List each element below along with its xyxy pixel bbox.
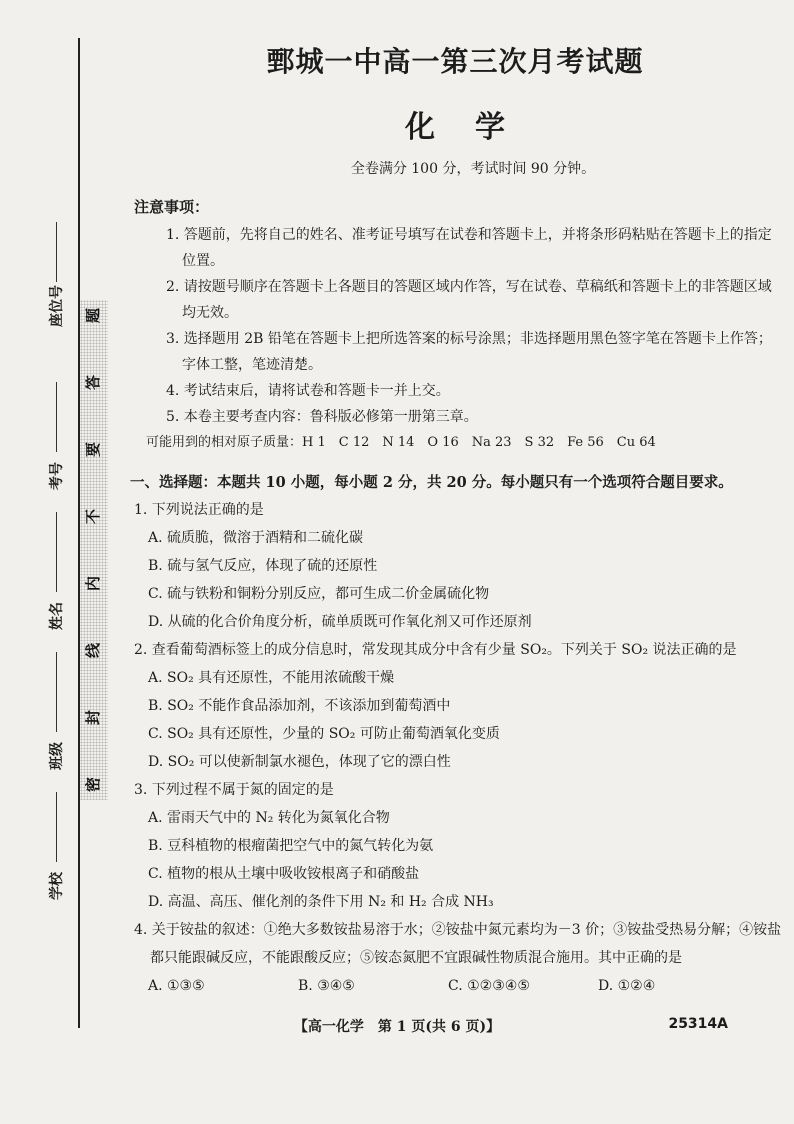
answer-option: C. SO₂ 具有还原性，少量的 SO₂ 可防止葡萄酒氧化变质 <box>148 726 500 742</box>
page-footer <box>0 1016 794 1040</box>
binding-margin <box>0 0 112 1124</box>
notice-item: 3. 选择题用 2B 铅笔在答题卡上把所选答案的标号涂黑；非选择题用黑色签字笔在答题卡上作答；字体工整，笔迹清楚。 <box>166 331 772 373</box>
answer-option: B. 豆科植物的根瘤菌把空气中的氮气转化为氨 <box>148 838 434 854</box>
exam-number-label: 考号 <box>49 462 65 490</box>
answer-option: A. ①③⑤ <box>148 978 205 994</box>
answer-option: C. 植物的根从土壤中吸收铵根离子和硝酸盐 <box>148 866 420 882</box>
answer-option: D. ①②④ <box>598 978 656 994</box>
question-stem: 1. 下列说法正确的是 <box>134 502 264 518</box>
seal-warning-band <box>80 300 108 800</box>
page-number-label: 【高一化学 第 1 页(共 6 页)】 <box>293 1019 501 1035</box>
exam-number-field[interactable] <box>38 382 74 500</box>
answer-option: A. 雷雨天气中的 N₂ 转化为氮氧化合物 <box>148 810 390 826</box>
question-stem: 2. 查看葡萄酒标签上的成分信息时，常发现其成分中含有少量 SO₂。下列关于 SO₂ 说法正确的是 <box>134 642 737 658</box>
seal-warning-char: 题 <box>84 307 103 324</box>
exam-title: 鄄城一中高一第三次月考试题 <box>266 45 644 78</box>
notice-item: 4. 考试结束后，请将试卷和答题卡一并上交。 <box>166 383 450 399</box>
atomic-masses: 可能用到的相对原子质量：H 1 C 12 N 14 O 16 Na 23 S 32 Fe 56 Cu 64 <box>146 435 656 450</box>
answer-option: B. 硫与氢气反应，体现了硫的还原性 <box>148 558 378 574</box>
answer-option: C. 硫与铁粉和铜粉分别反应，都可生成二价金属硫化物 <box>148 586 490 602</box>
answer-option: A. SO₂ 具有还原性，不能用浓硫酸干燥 <box>148 670 395 686</box>
name-field[interactable] <box>38 512 74 640</box>
student-info-fields <box>38 222 74 902</box>
seal-warning-char: 线 <box>84 642 103 659</box>
notice-list <box>130 222 780 430</box>
seal-warning-char: 内 <box>84 575 103 592</box>
seal-warning-char: 答 <box>84 374 103 391</box>
question-2 <box>130 636 780 776</box>
school-label: 学校 <box>49 872 65 900</box>
score-note: 全卷满分 100 分，考试时间 90 分钟。 <box>350 161 596 177</box>
answer-option: A. 硫质脆，微溶于酒精和二硫化碳 <box>148 530 364 546</box>
question-stem: 4. 关于铵盐的叙述：①绝大多数铵盐易溶于水；②铵盐中氮元素均为－3 价；③铵盐受热易分解；④铵盐都只能跟碱反应，不能跟酸反应；⑤铵态氮肥不宜跟碱性物质混合施用。其中正确的是 <box>134 922 782 966</box>
seat-number-field[interactable] <box>38 222 74 330</box>
question-3 <box>130 776 780 916</box>
exam-code: 25314A <box>668 1016 728 1032</box>
seal-warning-char: 密 <box>84 776 103 793</box>
answer-option: C. ①②③④⑤ <box>448 978 530 994</box>
notice-heading: 注意事项： <box>134 198 210 216</box>
answer-option: D. 高温、高压、催化剂的条件下用 N₂ 和 H₂ 合成 NH₃ <box>148 894 494 910</box>
answer-option: B. ③④⑤ <box>298 978 355 994</box>
question-1 <box>130 496 780 636</box>
seal-warning-char: 要 <box>84 441 103 458</box>
school-field[interactable] <box>38 792 74 910</box>
name-label: 姓名 <box>49 602 65 630</box>
seat-number-label: 座位号 <box>49 285 65 327</box>
notice-item: 1. 答题前，先将自己的姓名、准考证号填写在试卷和答题卡上，并将条形码粘贴在答题卡上的指定位置。 <box>166 227 772 269</box>
answer-options-row <box>130 972 780 1000</box>
notice-item: 5. 本卷主要考查内容：鲁科版必修第一册第三章。 <box>166 409 478 425</box>
notice-item: 2. 请按题号顺序在答题卡上各题目的答题区域内作答，写在试卷、草稿纸和答题卡上的非答题区域均无效。 <box>166 279 772 321</box>
answer-option: D. 从硫的化合价角度分析，硫单质既可作氧化剂又可作还原剂 <box>148 614 532 630</box>
question-stem: 3. 下列过程不属于氮的固定的是 <box>134 782 334 798</box>
class-label: 班级 <box>49 742 65 770</box>
answer-option: B. SO₂ 不能作食品添加剂，不该添加到葡萄酒中 <box>148 698 451 714</box>
class-field[interactable] <box>38 652 74 780</box>
seal-warning-char: 不 <box>84 508 103 525</box>
section-heading: 一、选择题：本题共 10 小题，每小题 2 分，共 20 分。每小题只有一个选项符合题目要求。 <box>130 474 733 491</box>
question-4 <box>130 916 780 1000</box>
exam-subject: 化学 <box>405 110 545 145</box>
exam-content <box>130 30 780 1000</box>
seal-warning-char: 封 <box>84 709 103 726</box>
answer-option: D. SO₂ 可以使新制氯水褪色，体现了它的漂白性 <box>148 754 451 770</box>
